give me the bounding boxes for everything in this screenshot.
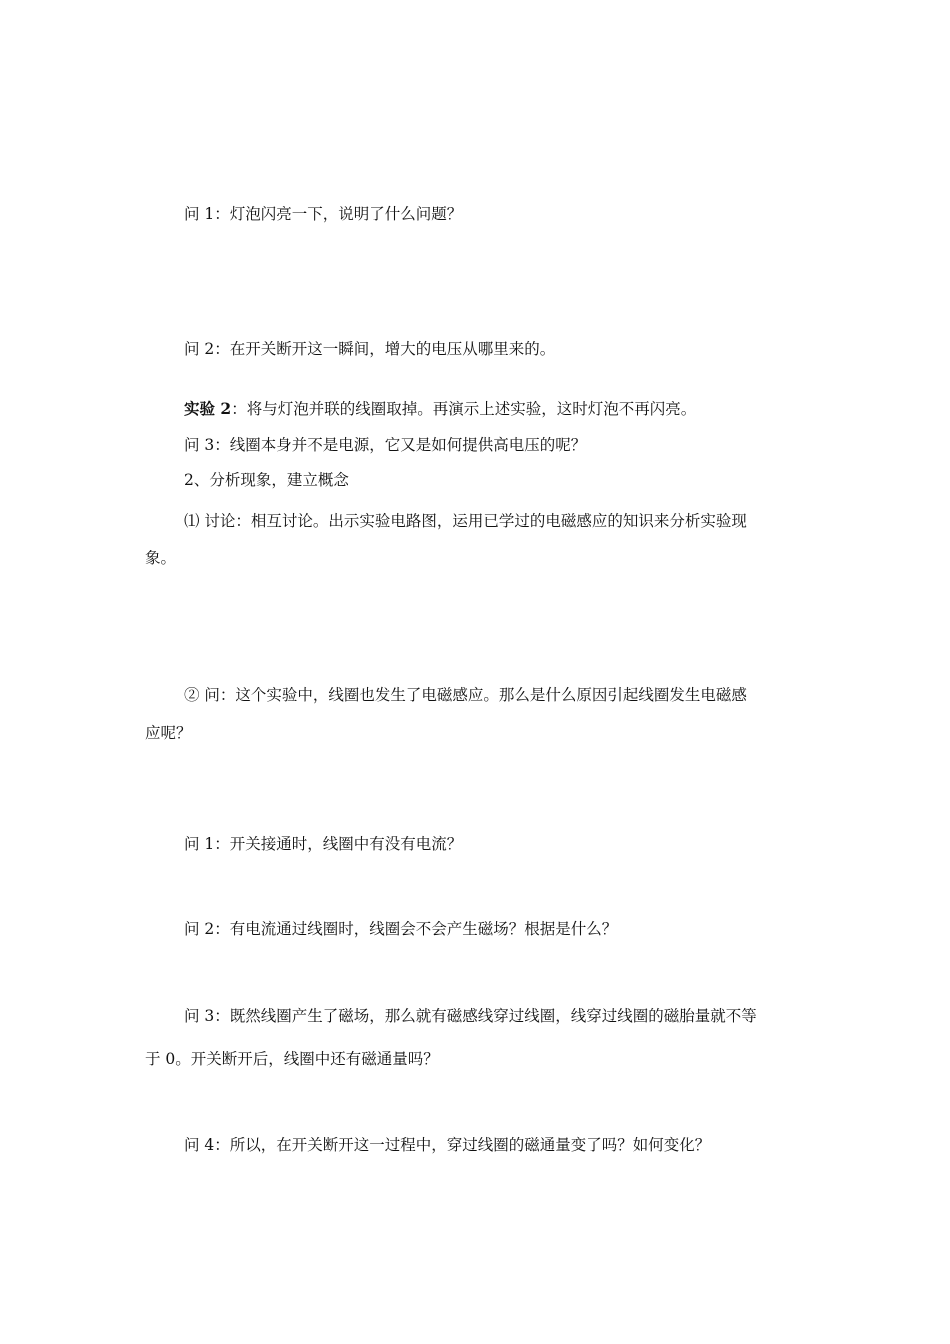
discussion-line-2: 象。 (145, 549, 177, 567)
question-3-flux-line-1: 问 3：既然线圈产生了磁场，那么就有磁感线穿过线圈，线穿过线圈的磁胎量就不等 (184, 1007, 757, 1025)
experiment-2-label: 实验 2 (184, 399, 232, 418)
question-2-magnetic: 问 2：有电流通过线圈时，线圈会不会产生磁场？根据是什么？ (184, 920, 618, 938)
experiment-2-paragraph (184, 398, 696, 420)
section-2-heading: 2、分析现象，建立概念 (184, 471, 349, 489)
experiment-2-text: ：将与灯泡并联的线圈取掉。再演示上述实验，这时灯泡不再闪亮。 (231, 400, 697, 418)
question-circle-2-line-2: 应呢？ (145, 724, 192, 742)
question-3-flux-line-2: 于 0。开关断开后，线圈中还有磁通量吗？ (145, 1050, 439, 1068)
question-1-current: 问 1：开关接通时，线圈中有没有电流？ (184, 835, 463, 853)
question-3-coil: 问 3：线圈本身并不是电源，它又是如何提供高电压的呢？ (184, 436, 587, 454)
question-2-voltage: 问 2：在开关断开这一瞬间，增大的电压从哪里来的。 (184, 340, 556, 358)
question-circle-2-line-1: ② 问：这个实验中，线圈也发生了电磁感应。那么是什么原因引起线圈发生电磁感 (184, 686, 747, 704)
discussion-line-1: ⑴ 讨论：相互讨论。出示实验电路图，运用已学过的电磁感应的知识来分析实验现 (184, 512, 747, 530)
question-4-change: 问 4：所以，在开关断开这一过程中，穿过线圈的磁通量变了吗？如何变化？ (184, 1136, 711, 1154)
question-1-bulb: 问 1：灯泡闪亮一下，说明了什么问题？ (184, 205, 463, 223)
